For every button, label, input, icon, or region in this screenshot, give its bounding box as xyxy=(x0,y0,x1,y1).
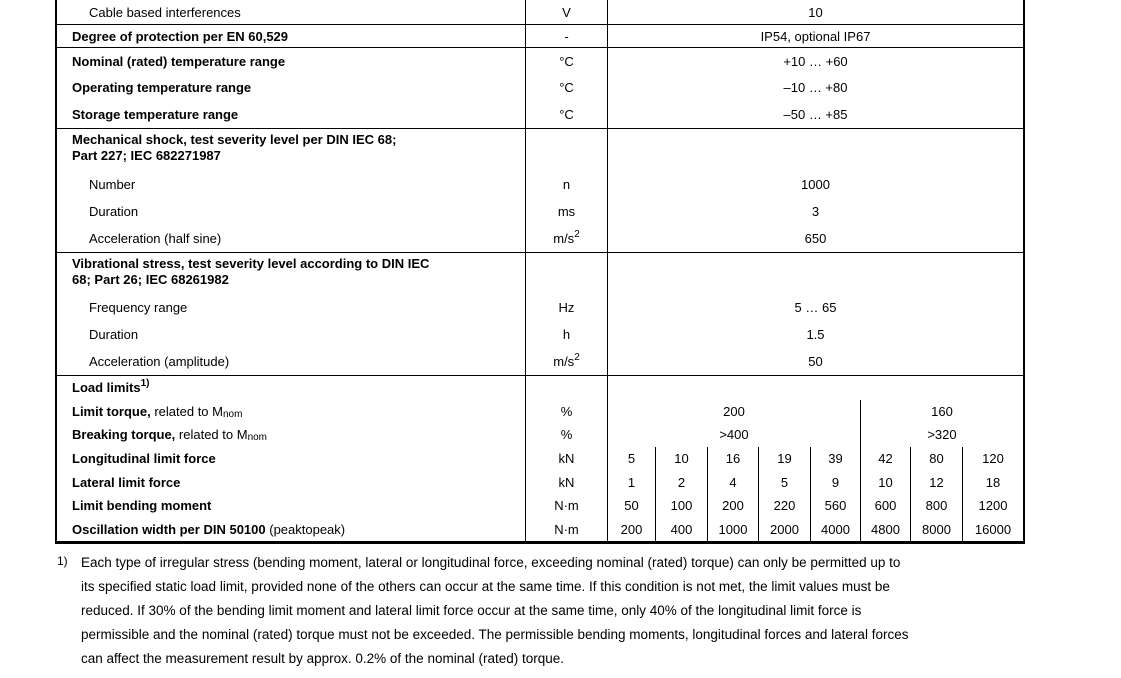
param-column xyxy=(57,48,525,128)
unit-column xyxy=(525,376,607,541)
unit-cell xyxy=(526,376,607,400)
value-column xyxy=(607,48,1023,128)
param-label xyxy=(57,75,525,102)
unit-cell xyxy=(526,75,607,102)
value-cell xyxy=(962,517,1023,541)
param-text-bold: Limit bending moment xyxy=(72,498,212,514)
unit-cell xyxy=(526,225,607,252)
value-cell xyxy=(607,25,1023,47)
section-header xyxy=(57,129,525,171)
unit-superscript: 2 xyxy=(574,229,580,240)
unit-text: n xyxy=(562,177,571,192)
value-cell xyxy=(810,517,860,541)
section-header-line1: Mechanical shock, test severity level per DIN IEC 68; xyxy=(72,132,397,147)
spacer xyxy=(608,253,1023,294)
unit-text: °C xyxy=(559,53,574,69)
spacer xyxy=(526,129,607,171)
value-cell xyxy=(860,423,1023,447)
param-label xyxy=(57,0,525,24)
value-text: 50 xyxy=(808,354,823,369)
value-cell xyxy=(910,447,962,471)
param-text: Number xyxy=(89,177,136,192)
value-text: 1000 xyxy=(801,177,830,192)
section-title xyxy=(57,376,525,400)
value-cell xyxy=(608,75,1023,102)
value-text: +10 … +60 xyxy=(783,53,848,69)
param-text-bold: Limit torque, xyxy=(72,403,151,419)
unit-cell xyxy=(525,0,607,24)
value-cell xyxy=(608,348,1023,375)
unit-text: - xyxy=(564,28,569,44)
param-label xyxy=(57,48,525,75)
value-cell xyxy=(655,470,707,494)
section-header-line1: Vibrational stress, test severity level according to DIN IEC xyxy=(72,256,430,271)
unit-cell xyxy=(526,423,607,447)
unit-text: kN xyxy=(558,450,575,466)
temperature-rows-block xyxy=(57,48,1023,129)
value-cell xyxy=(608,423,860,447)
unit-cell xyxy=(526,348,607,375)
value-cell xyxy=(608,321,1023,348)
param-text: Acceleration (half sine) xyxy=(89,231,222,246)
section-title-text: Load limits xyxy=(72,380,141,396)
value-text: 5 xyxy=(780,474,789,490)
unit-text: m/s xyxy=(553,231,575,246)
value-cell xyxy=(608,48,1023,75)
value-text: 400 xyxy=(670,521,693,537)
unit-cell xyxy=(526,294,607,321)
unit-cell xyxy=(526,48,607,75)
value-text: 1.5 xyxy=(806,327,825,342)
sub-rows xyxy=(608,171,1023,252)
param-text-bold: Longitudinal limit force xyxy=(72,450,216,466)
value-text: 10 xyxy=(808,4,823,20)
spacer xyxy=(526,253,607,294)
unit-text: ms xyxy=(557,204,576,219)
footnote-line: permissible and the nominal (rated) torque must not be exceeded. The permissible bending moments, longitudinal forces and lateral forces xyxy=(81,627,909,642)
value-text: 19 xyxy=(777,450,792,466)
value-cell xyxy=(860,517,910,541)
unit-cell xyxy=(526,494,607,518)
value-cell xyxy=(860,447,910,471)
param-text-bold: Lateral limit force xyxy=(72,474,181,490)
param-label xyxy=(57,400,525,424)
value-cell xyxy=(607,0,1023,24)
param-subscript: nom xyxy=(247,432,268,444)
value-cell xyxy=(707,517,758,541)
value-text: 800 xyxy=(925,498,948,514)
value-text: 1000 xyxy=(718,521,748,537)
param-column xyxy=(57,376,525,541)
value-cell xyxy=(962,494,1023,518)
value-text: 10 xyxy=(674,450,689,466)
param-text: Duration xyxy=(89,327,139,342)
param-label xyxy=(57,101,525,128)
param-text: Cable based interferences xyxy=(89,4,241,20)
value-cell xyxy=(655,517,707,541)
unit-text: °C xyxy=(559,107,574,123)
value-cell xyxy=(608,400,860,424)
value-text: 4800 xyxy=(871,521,900,537)
param-text: Degree of protection per EN 60,529 xyxy=(72,28,289,44)
param-label xyxy=(57,348,525,375)
force-value-row xyxy=(608,470,1023,494)
section-header-line2: Part 227; IEC 682271987 xyxy=(72,148,221,163)
value-cell xyxy=(860,470,910,494)
value-text: 16000 xyxy=(974,521,1012,537)
param-text: Operating temperature range xyxy=(72,80,252,96)
sub-rows xyxy=(57,294,525,375)
unit-cell xyxy=(526,517,607,541)
value-text: 42 xyxy=(878,450,893,466)
value-column xyxy=(607,253,1023,375)
value-cell xyxy=(608,198,1023,225)
param-column xyxy=(57,129,525,252)
value-text: 80 xyxy=(929,450,944,466)
param-column xyxy=(57,253,525,375)
value-cell xyxy=(810,494,860,518)
param-label xyxy=(57,470,525,494)
sub-rows xyxy=(526,171,607,252)
force-value-row xyxy=(608,447,1023,471)
param-text: Nominal (rated) temperature range xyxy=(72,53,286,69)
value-cell xyxy=(655,494,707,518)
unit-column xyxy=(525,129,607,252)
vibrational-stress-block xyxy=(57,253,1023,376)
param-label xyxy=(57,494,525,518)
value-cell xyxy=(655,447,707,471)
value-text: 200 xyxy=(723,403,745,419)
param-text-bold: Oscillation width per DIN 50100 xyxy=(72,521,266,537)
unit-cell xyxy=(526,171,607,198)
value-text: 220 xyxy=(773,498,796,514)
force-value-row xyxy=(608,494,1023,518)
unit-cell xyxy=(526,447,607,471)
value-cell xyxy=(707,494,758,518)
value-text: 12 xyxy=(929,474,944,490)
value-cell xyxy=(810,447,860,471)
value-cell xyxy=(608,470,655,494)
value-cell xyxy=(860,400,1023,424)
value-cell xyxy=(608,225,1023,252)
value-cell xyxy=(910,494,962,518)
param-label xyxy=(57,423,525,447)
value-text: >320 xyxy=(927,427,957,443)
sub-rows xyxy=(57,171,525,252)
empty-cell xyxy=(608,376,1023,400)
unit-superscript: 2 xyxy=(574,352,580,363)
value-text: 9 xyxy=(831,474,840,490)
unit-cell xyxy=(526,470,607,494)
value-text: 100 xyxy=(670,498,693,514)
value-text: 3 xyxy=(811,204,820,219)
param-text: Duration xyxy=(89,204,139,219)
value-text: 50 xyxy=(624,498,639,514)
section-header xyxy=(57,253,525,294)
param-subscript: nom xyxy=(222,408,243,420)
unit-cell xyxy=(526,101,607,128)
unit-text: h xyxy=(562,327,571,342)
param-text: (peaktopeak) xyxy=(265,521,346,537)
footnote-line: its specified static load limit, provided none of the others can occur at the same time. If this condition is not met, the limit values must be xyxy=(81,579,890,594)
value-cell xyxy=(608,447,655,471)
value-text: 39 xyxy=(828,450,843,466)
value-text: 160 xyxy=(931,403,953,419)
torque-value-row xyxy=(608,423,1023,447)
value-cell xyxy=(910,470,962,494)
value-text: 4000 xyxy=(821,521,850,537)
unit-text: m/s xyxy=(553,354,575,369)
load-limits-block xyxy=(57,376,1023,541)
unit-text: N·m xyxy=(554,498,579,514)
value-text: 10 xyxy=(878,474,893,490)
param-text: Acceleration (amplitude) xyxy=(89,354,230,369)
unit-cell xyxy=(526,400,607,424)
value-cell xyxy=(758,494,810,518)
value-column xyxy=(607,129,1023,252)
unit-cell xyxy=(525,25,607,47)
param-text: related to M xyxy=(150,403,223,419)
value-text: 8000 xyxy=(922,521,951,537)
unit-cell xyxy=(526,321,607,348)
unit-text: Hz xyxy=(558,300,575,315)
param-text-bold: Breaking torque, xyxy=(72,427,176,443)
unit-text: V xyxy=(562,4,571,20)
value-column xyxy=(607,376,1023,541)
value-text: –50 … +85 xyxy=(783,107,848,123)
value-cell xyxy=(608,171,1023,198)
param-label xyxy=(57,294,525,321)
value-cell xyxy=(608,101,1023,128)
torque-value-row xyxy=(608,400,1023,424)
specifications-table xyxy=(55,0,1025,544)
unit-column xyxy=(525,48,607,128)
value-cell xyxy=(608,294,1023,321)
footnote-ref: 1) xyxy=(140,378,150,390)
param-label xyxy=(57,198,525,225)
value-text: 5 … 65 xyxy=(794,300,837,315)
value-cell xyxy=(608,494,655,518)
value-cell xyxy=(758,447,810,471)
param-text: Frequency range xyxy=(89,300,188,315)
sub-rows xyxy=(526,294,607,375)
value-text: 5 xyxy=(627,450,636,466)
sub-rows xyxy=(608,294,1023,375)
param-label xyxy=(57,447,525,471)
footnote-line: Each type of irregular stress (bending moment, lateral or longitudinal force, exceeding nominal (rated) torque) can only be permitted up to xyxy=(81,555,901,570)
spec-row-cable-interferences xyxy=(57,0,1023,25)
unit-text: % xyxy=(560,403,573,419)
param-label xyxy=(57,321,525,348)
footnote-marker: 1) xyxy=(57,554,68,568)
value-text: 1200 xyxy=(978,498,1008,514)
unit-text: °C xyxy=(559,80,574,96)
force-value-row xyxy=(608,517,1023,541)
unit-column xyxy=(525,253,607,375)
footnote-line: reduced. If 30% of the bending limit moment and lateral limit force occur at the same time, only 40% of the longitudinal limit force is xyxy=(81,603,862,618)
param-label xyxy=(57,517,525,541)
value-text: IP54, optional IP67 xyxy=(760,28,871,44)
footnote-line: can affect the measurement result by approx. 0.2% of the nominal (rated) torque. xyxy=(81,651,565,666)
section-header-line2: 68; Part 26; IEC 68261982 xyxy=(72,272,229,287)
value-cell xyxy=(608,517,655,541)
value-text: 18 xyxy=(985,474,1001,490)
value-text: 120 xyxy=(982,450,1004,466)
value-text: 560 xyxy=(824,498,847,514)
value-cell xyxy=(962,447,1023,471)
value-cell xyxy=(962,470,1023,494)
value-cell xyxy=(707,447,758,471)
param-text: Storage temperature range xyxy=(72,107,239,123)
param-label xyxy=(57,25,525,47)
value-text: 200 xyxy=(620,521,643,537)
spacer xyxy=(608,129,1023,171)
spec-row-degree-of-protection xyxy=(57,25,1023,48)
value-text: 650 xyxy=(804,231,827,246)
unit-text: % xyxy=(560,427,573,443)
value-text: 1 xyxy=(627,474,636,490)
value-text: 600 xyxy=(874,498,897,514)
value-text: 2 xyxy=(677,474,686,490)
value-text: 16 xyxy=(725,450,741,466)
footnote-text xyxy=(81,551,908,671)
value-cell xyxy=(910,517,962,541)
value-text: –10 … +80 xyxy=(783,80,848,96)
value-cell xyxy=(810,470,860,494)
value-cell xyxy=(860,494,910,518)
unit-text: N·m xyxy=(554,521,579,537)
value-text: >400 xyxy=(719,427,749,443)
value-cell xyxy=(758,517,810,541)
value-cell xyxy=(758,470,810,494)
value-cell xyxy=(707,470,758,494)
unit-text: kN xyxy=(558,474,575,490)
param-label xyxy=(57,171,525,198)
param-text: related to M xyxy=(175,427,248,443)
value-text: 2000 xyxy=(770,521,799,537)
value-text: 200 xyxy=(722,498,744,514)
param-label xyxy=(57,225,525,252)
unit-cell xyxy=(526,198,607,225)
mechanical-shock-block xyxy=(57,129,1023,253)
value-text: 4 xyxy=(729,474,737,490)
